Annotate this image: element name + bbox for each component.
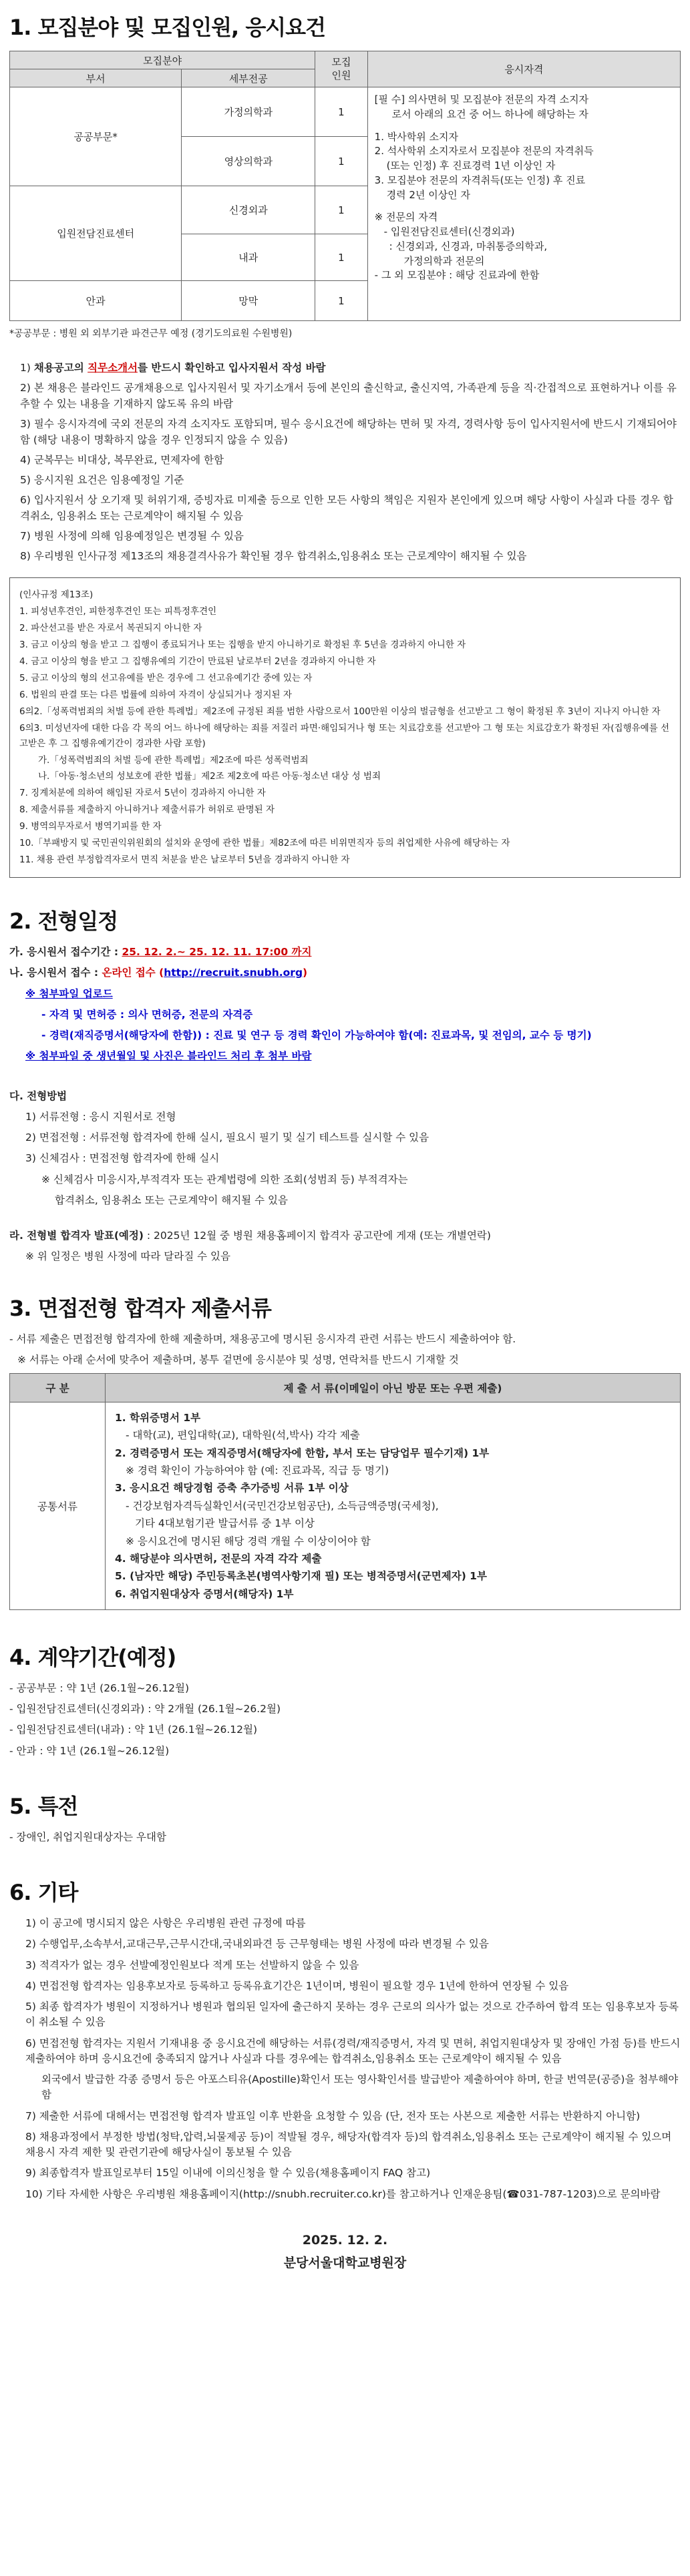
th-sub: 세부전공 [182, 69, 315, 87]
apply-period-value: 25. 12. 2.~ 25. 12. 11. 17:00 까지 [122, 946, 312, 959]
rule-line: 3. 금고 이상의 형을 받고 그 집행이 종료되거나 또는 집행을 받지 아니하기로 확정된 후 5년을 경과하지 아니한 자 [19, 639, 466, 650]
section-6-title: 6. 기타 [9, 1880, 78, 1906]
doc-detail: 기타 4대보험기관 발급서류 중 1부 이상 [135, 1517, 315, 1530]
docs-list [106, 1402, 681, 1610]
other-item: 2) 수행업무,소속부서,교대근무,근무시간대,국내외파견 등 근무형태는 병원 사정에 따라 변경될 수 있음 [25, 1938, 489, 1951]
section-6 [9, 1876, 681, 2202]
notice-item: 6) 입사지원서 상 오기재 및 허위기재, 증빙자료 미제출 등으로 인한 모든 사항의 책임은 지원자 본인에게 있으며 해당 사항이 사실과 다를 경우 합격취소, 임용취소 또는 근로계약이 해지될 수 있음 [20, 494, 673, 523]
apply-method: 나. 응시원서 접수 : 온라인 접수 (http://recruit.snubh.org) [9, 967, 308, 979]
notice-item: 2) 본 채용은 블라인드 공개채용으로 입사지원서 및 자기소개서 등에 본인의 출신학교, 출신지역, 가족관계 등을 직·간접적으로 표현하거나 이를 유추할 수 있는 내용을 기재하지 않도록 유의 바람 [20, 382, 677, 411]
th-documents: 제 출 서 류(이메일이 아닌 방문 또는 우편 제출) [106, 1374, 681, 1402]
other-item: 7) 제출한 서류에 대해서는 면접전형 합격자 발표일 이후 반환을 요청할 수 있음 (단, 전자 또는 사본으로 제출한 서류는 반환하지 아니함) [25, 2109, 641, 2122]
attachment-note: ※ 첨부파일 중 생년월일 및 사진은 블라인드 처리 후 첨부 바람 [25, 1050, 312, 1063]
selection-method-title: 다. 전형방법 [9, 1089, 67, 1102]
doc-item: 4. 해당분야 의사면허, 전문의 자격 각각 제출 [115, 1552, 322, 1565]
rule-line: 11. 채용 관련 부정합격자로서 면직 처분을 받은 날로부터 5년을 경과하지 아니한 자 [19, 854, 350, 866]
item-text: 채용공고의 직무소개서를 반드시 확인하고 입사지원서 작성 바람 [33, 362, 326, 374]
qual-line: 2. 석사학위 소지자로서 모집분야 전문의 자격취득 [374, 145, 594, 158]
selection-step: 3) 신체검사 : 면접전형 합격자에 한해 실시 [25, 1152, 220, 1165]
doc-item: 1. 학위증명서 1부 [115, 1412, 201, 1425]
selection-note: ※ 신체검사 미응시자,부적격자 또는 관계법령에 의한 조회(성범죄 등) 부적격자는 [41, 1173, 408, 1186]
contract-item: - 안과 : 약 1년 (26.1월~26.12월) [9, 1744, 170, 1757]
section-4-title: 4. 계약기간(예정) [9, 1644, 176, 1670]
rule-line: 5. 금고 이상의 형의 선고유예를 받은 경우에 그 선고유예기간 중에 있는 자 [19, 672, 313, 684]
sub-cell: 가정의학과 [182, 87, 315, 137]
announcement: 라. 전형별 합격자 발표(예정) : 2025년 12월 중 병원 채용홈페이지 합격자 공고란에 게재 (또는 개별연락) [9, 1230, 491, 1242]
section-5 [9, 1790, 681, 1845]
count-cell: 1 [315, 137, 367, 186]
section-3 [9, 1292, 681, 1610]
recruit-link[interactable]: http://recruit.snubh.org [164, 967, 303, 979]
other-item: 4) 면접전형 합격자는 임용후보자로 등록하고 등록유효기간은 1년이며, 병원이 필요할 경우 1년에 한하여 연장될 수 있음 [25, 1979, 569, 1992]
hr-rules-box [9, 577, 681, 878]
count-cell: 1 [315, 234, 367, 281]
docs-intro: - 서류 제출은 면접전형 합격자에 한해 제출하며, 채용공고에 명시된 응시자격 관련 서류는 반드시 제출하여야 함. [9, 1332, 516, 1345]
other-item: 1) 이 공고에 명시되지 않은 사항은 우리병원 관련 규정에 따름 [25, 1917, 306, 1930]
count-cell: 1 [315, 87, 367, 137]
notice-item: 7) 병원 사정에 의해 임용예정일은 변경될 수 있음 [20, 530, 244, 543]
qual-line: : 신경외과, 신경과, 마취통증의학과, [389, 240, 548, 252]
qual-line: 3. 모집분야 전문의 자격취득(또는 인정) 후 진료 [374, 174, 586, 186]
section-1-title: 1. 모집분야 및 모집인원, 응시요건 [9, 15, 325, 40]
contract-item: - 입원전담진료센터(내과) : 약 1년 (26.1월~26.12월) [9, 1724, 257, 1736]
qual-line: ※ 전문의 자격 [374, 211, 438, 224]
attachment-item: - 자격 및 면허증 : 의사 면허증, 전문의 자격증 [41, 1008, 253, 1021]
qualification-cell [367, 87, 680, 321]
recruitment-table [9, 51, 681, 321]
doc-item: 3. 응시요건 해당경험 증축 추가증빙 서류 1부 이상 [115, 1482, 349, 1495]
rule-line: (인사규정 제13조) [19, 589, 94, 601]
organization-name: 분당서울대학교병원장 [283, 2256, 407, 2271]
selection-note: 합격취소, 임용취소 또는 근로계약이 해지될 수 있음 [55, 1194, 288, 1206]
recruitment-notice [9, 0, 681, 2301]
rule-line: 1. 피성년후견인, 피한정후견인 또는 피특정후견인 [19, 606, 217, 617]
highlight-text: 직무소개서 [88, 362, 138, 374]
rule-line: 2. 파산선고를 받은 자로서 복권되지 아니한 자 [19, 623, 202, 634]
sub-cell: 신경외과 [182, 186, 315, 234]
apply-period: 가. 응시원서 접수기간 : 25. 12. 2.~ 25. 12. 11. 17:00 까지 [9, 946, 312, 959]
count-cell: 1 [315, 281, 367, 321]
qual-line: - 입원전담진료센터(신경외과) [383, 226, 515, 238]
dept-cell: 안과 [10, 281, 182, 321]
other-item: 5) 최종 합격자가 병원이 지정하거나 병원과 협의된 일자에 출근하지 못하는 경우 근로의 의사가 없는 것으로 간주하여 합격 또는 임용후보자 등록이 취소될 수 있음 [25, 2001, 679, 2029]
notice-items [9, 360, 681, 564]
sub-cell: 내과 [182, 234, 315, 281]
other-item: 9) 최종합격자 발표일로부터 15일 이내에 이의신청을 할 수 있음(채용홈페이지 FAQ 참고) [25, 2167, 431, 2179]
public-sector-note: *공공부문 : 병원 외 외부기관 파견근무 예정 (경기도의료원 수원병원) [9, 328, 293, 339]
rule-line: 6. 법원의 판결 또는 다른 법률에 의하여 자격이 상실되거나 정지된 자 [19, 689, 292, 700]
notice-item: 4) 군복무는 비대상, 복무완료, 면제자에 한함 [20, 454, 224, 467]
contract-item: - 입원전담진료센터(신경외과) : 약 2개월 (26.1월~26.2월) [9, 1703, 281, 1716]
doc-detail: - 건강보험자격득실확인서(국민건강보험공단), 소득금액증명(국세청), [126, 1499, 439, 1512]
docs-category: 공통서류 [10, 1402, 106, 1610]
selection-step: 2) 면접전형 : 서류전형 합격자에 한해 실시, 필요시 필기 및 실기 테스트를 실시할 수 있음 [25, 1131, 429, 1144]
notice-date: 2025. 12. 2. [302, 2232, 388, 2248]
other-item: 10) 기타 자세한 사항은 우리병원 채용홈페이지(http://snubh.recruiter.co.kr)를 참고하거나 인재운용팀(☎031-787-1203)으로 문의바람 [25, 2187, 661, 2200]
doc-item: 6. 취업지원대상자 증명서(해당자) 1부 [115, 1587, 294, 1600]
dept-cell: 공공부문* [10, 87, 182, 186]
selection-step: 1) 서류전형 : 응시 지원서로 전형 [25, 1110, 176, 1123]
qual-line: 경력 2년 이상인 자 [386, 188, 470, 201]
section-3-title: 3. 면접전형 합격자 제출서류 [9, 1295, 271, 1321]
other-item: 외국에서 발급한 각종 증명서 등은 아포스티유(Apostille)확인서 또는 영사확인서를 발급받아 제출하여야 하며, 한글 번역문(공증)을 첨부해야 함 [41, 2073, 679, 2101]
attachment-note: ※ 첨부파일 업로드 [25, 987, 113, 1000]
th-dept: 부서 [10, 69, 182, 87]
section-2 [9, 905, 681, 1265]
doc-detail: ※ 응시요건에 명시된 해당 경력 개월 수 이상이어야 함 [126, 1535, 371, 1547]
rule-line: 8. 제출서류를 제출하지 아니하거나 제출서류가 허위로 판명된 자 [19, 804, 275, 816]
rule-line: 4. 금고 이상의 형을 받고 그 집행유예의 기간이 만료된 날로부터 2년을 경과하지 아니한 자 [19, 656, 376, 667]
qual-line: 로서 아래의 요건 중 어느 하나에 해당하는 자 [391, 107, 588, 120]
item-num: 1) [20, 362, 31, 374]
section-1 [9, 11, 681, 878]
notice-item: 8) 우리병원 인사규정 제13조의 채용결격사유가 확인될 경우 합격취소,임용취소 또는 근로계약이 해지될 수 있음 [20, 550, 527, 563]
qual-line: [필 수] 의사면허 및 모집분야 전문의 자격 소지자 [374, 93, 589, 105]
qual-line: 가정의학과 전문의 [403, 254, 485, 267]
sub-cell: 망막 [182, 281, 315, 321]
qual-line: (또는 인정) 후 진료경력 1년 이상인 자 [386, 160, 556, 172]
th-field: 모집분야 [10, 51, 315, 69]
count-cell: 1 [315, 186, 367, 234]
notice-item [20, 360, 681, 376]
qual-line: 1. 박사학위 소지자 [374, 130, 458, 143]
notice-item: 3) 필수 응시자격에 국외 전문의 자격 소지자도 포함되며, 필수 응시요건에 해당하는 면허 및 자격, 경력사항 등이 입사지원서에 반드시 기재되어야 함 (해당 내용이 명확하지 않을 경우 인정되지 않을 수 있음) [20, 418, 677, 447]
rule-line: 나.「아동·청소년의 성보호에 관한 법률」제2조 제2호에 따른 아동·청소년 대상 성 범죄 [38, 771, 381, 782]
section-2-title: 2. 전형일정 [9, 909, 118, 935]
attachment-item: - 경력(재직증명서(해당자에 한함)) : 진료 및 연구 등 경력 확인이 가능하여야 함(예: 진료과목, 및 전임의, 교수 등 명기) [41, 1029, 592, 1042]
benefit-item: - 장애인, 취업지원대상자는 우대함 [9, 1830, 166, 1843]
rule-line: 10.「부패방지 및 국민권익위원회의 설치와 운영에 관한 법률」제82조에 따른 비위면직자 등의 취업제한 사유에 해당하는 자 [19, 838, 510, 849]
docs-intro: ※ 서류는 아래 순서에 맞추어 제출하며, 봉투 겉면에 응시분야 및 성명, 연락처를 반드시 기재할 것 [17, 1353, 459, 1366]
other-item: 6) 면접전형 합격자는 지원서 기재내용 중 응시요건에 해당하는 서류(경력/재직증명서, 자격 및 면허, 취업지원대상자 및 장애인 가점 등)를 반드시 제출하여야 하며 응시요건에 충족되지 않거나 사실과 다를 경우에는 합격취소,임용취소 또는 근로계약이 해지될 수 있음 [25, 2037, 681, 2065]
rule-line: 가.「성폭력범죄의 처벌 등에 관한 특례법」제2조에 따른 성폭력범죄 [38, 754, 309, 766]
rule-line: 7. 징계처분에 의하여 해임된 자로서 5년이 경과하지 아니한 자 [19, 788, 266, 799]
contract-item: - 공공부문 : 약 1년 (26.1월~26.12월) [9, 1682, 190, 1694]
doc-detail: - 대학(교), 편입대학(교), 대학원(석,박사) 각각 제출 [126, 1429, 360, 1442]
doc-detail: ※ 경력 확인이 가능하여야 함 (예: 진료과목, 직급 등 명기) [126, 1465, 389, 1477]
other-item: 3) 적격자가 없는 경우 선발예정인원보다 적게 또는 선발하지 않을 수 있음 [25, 1959, 359, 1971]
section-4 [9, 1641, 681, 1759]
sub-cell: 영상의학과 [182, 137, 315, 186]
schedule-note: ※ 위 일정은 병원 사정에 따라 달라질 수 있음 [25, 1250, 230, 1263]
doc-item: 5. (남자만 해당) 주민등록초본(병역사항기재 필) 또는 병적증명서(군면제자) 1부 [115, 1570, 487, 1583]
notice-footer [9, 2229, 681, 2274]
section-5-title: 5. 특전 [9, 1793, 78, 1819]
documents-table [9, 1373, 681, 1610]
rule-line: 6의2.「성폭력범죄의 처벌 등에 관한 특례법」제2조에 규정된 죄를 범한 사람으로서 100만원 이상의 벌금형을 선고받고 그 형이 확정된 후 3년이 지나지 아니한 자 [19, 706, 661, 717]
rule-line: 6의3. 미성년자에 대한 다음 각 목의 어느 하나에 해당하는 죄를 저질러 파면·해임되거나 형 또는 치료감호를 선고받아 그 형 또는 치료감호가 확정된 자(집행유예를 선고받은 후 그 집행유예기간이 경과한 사람 포함) [19, 722, 670, 749]
dept-cell: 입원전담진료센터 [10, 186, 182, 281]
notice-item: 5) 응시지원 요건은 임용예정일 기준 [20, 474, 184, 487]
qual-line: - 그 외 모집분야 : 해당 진료과에 한함 [374, 269, 540, 282]
th-category: 구 분 [10, 1374, 106, 1402]
rule-line: 9. 병역의무자로서 병역기피를 한 자 [19, 821, 162, 832]
th-qualification: 응시자격 [367, 51, 680, 87]
doc-item: 2. 경력증명서 또는 재직증명서(해당자에 한함, 부서 또는 담당업무 필수기재) 1부 [115, 1447, 490, 1459]
th-count: 모집 인원 [315, 51, 367, 87]
other-item: 8) 채용과정에서 부정한 방법(청탁,압력,뇌물제공 등)이 적발될 경우, 해당자(합격자 등)의 합격취소,임용취소 또는 근로계약이 해지될 수 있으며 채용시 자격 제한 및 관련기관에 해당사실이 통보될 수 있음 [25, 2130, 672, 2159]
